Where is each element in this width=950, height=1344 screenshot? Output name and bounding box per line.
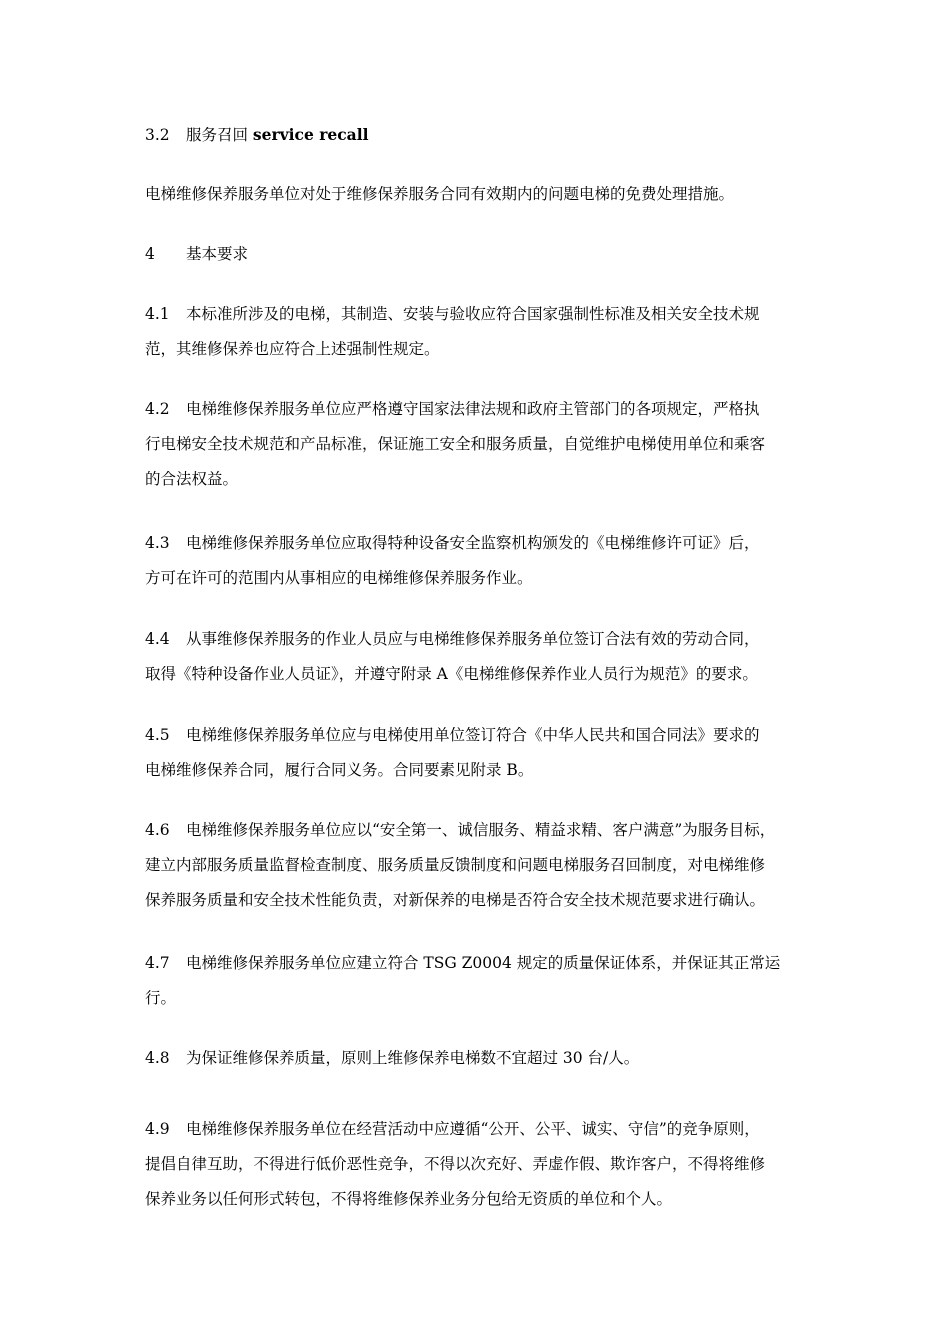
- clause-4-6: [145, 813, 813, 918]
- text-line: [145, 946, 813, 981]
- clause-text: 为保证维修保养质量，原则上维修保养电梯数不宜超过 30 台/人。: [185, 1049, 640, 1067]
- clause-number: 4.1: [145, 305, 170, 323]
- clause-number: 4.9: [145, 1120, 170, 1138]
- section-number: 3.2: [145, 126, 170, 144]
- text-line: [145, 1112, 813, 1147]
- clause-4-3: [145, 526, 813, 596]
- text-line: 行。: [145, 989, 177, 1007]
- text-line: 提倡自律互助，不得进行低价恶性竞争，不得以次充好、弄虚作假、欺诈客户，不得将维修: [145, 1155, 766, 1173]
- clause-text: 从事维修保养服务的作业人员应与电梯维修保养服务单位签订合法有效的劳动合同，: [185, 630, 760, 648]
- clause-text: 电梯维修保养服务单位在经营活动中应遵循“公开、公平、诚实、守信”的竞争原则，: [185, 1120, 760, 1138]
- clause-number: 4.3: [145, 534, 170, 552]
- text-line: [145, 813, 813, 848]
- clause-text: 电梯维修保养服务单位应建立符合 TSG Z0004 规定的质量保证体系，并保证其正常运: [185, 954, 781, 972]
- text-line: [145, 1041, 813, 1076]
- clause-text: 电梯维修保养服务单位应取得特种设备安全监察机构颁发的《电梯维修许可证》后，: [185, 534, 760, 552]
- clause-text: 电梯维修保养服务单位应以“安全第一、诚信服务、精益求精、客户满意”为服务目标，: [185, 821, 776, 839]
- section-3-2-heading: [145, 117, 813, 153]
- clause-4-2: [145, 392, 813, 497]
- text-line: 建立内部服务质量监督检查制度、服务质量反馈制度和问题电梯服务召回制度，对电梯维修: [145, 856, 766, 874]
- clause-number: 4.4: [145, 630, 170, 648]
- clause-4-5: [145, 718, 813, 788]
- section-number: 4: [145, 245, 155, 263]
- section-title: 服务召回: [185, 126, 253, 144]
- clause-4-7: [145, 946, 813, 1016]
- text-line: 保养服务质量和安全技术性能负责，对新保养的电梯是否符合安全技术规范要求进行确认。: [145, 891, 766, 909]
- text-line: 电梯维修保养合同，履行合同义务。合同要素见附录 B。: [145, 761, 534, 779]
- section-title: 基本要求: [185, 245, 248, 263]
- clause-number: 4.2: [145, 400, 170, 418]
- clause-4-8: [145, 1041, 813, 1076]
- text-line: [145, 526, 813, 561]
- section-3-2-definition: [145, 177, 813, 212]
- clause-4-4: [145, 622, 813, 692]
- clause-text: 电梯维修保养服务单位应与电梯使用单位签订符合《中华人民共和国合同法》要求的: [185, 726, 760, 744]
- text-line: 行电梯安全技术规范和产品标准，保证施工安全和服务质量，自觉维护电梯使用单位和乘客: [145, 435, 766, 453]
- text-line: 的合法权益。: [145, 470, 239, 488]
- clause-4-1: [145, 297, 813, 367]
- clause-4-9: [145, 1112, 813, 1217]
- text-line: 电梯维修保养服务单位对处于维修保养服务合同有效期内的问题电梯的免费处理措施。: [145, 185, 735, 203]
- text-line: [145, 718, 813, 753]
- text-line: [145, 237, 813, 272]
- clause-number: 4.7: [145, 954, 170, 972]
- text-line: 取得《特种设备作业人员证》，并遵守附录 A《电梯维修保养作业人员行为规范》的要求。: [145, 665, 758, 683]
- text-line: 范，其维修保养也应符合上述强制性规定。: [145, 340, 440, 358]
- text-line: [145, 117, 813, 153]
- clause-number: 4.6: [145, 821, 170, 839]
- text-line: [145, 297, 813, 332]
- clause-text: 本标准所涉及的电梯，其制造、安装与验收应符合国家强制性标准及相关安全技术规: [185, 305, 760, 323]
- clause-number: 4.5: [145, 726, 170, 744]
- text-line: 方可在许可的范围内从事相应的电梯维修保养服务作业。: [145, 569, 533, 587]
- clause-number: 4.8: [145, 1049, 170, 1067]
- text-line: 保养业务以任何形式转包，不得将维修保养业务分包给无资质的单位和个人。: [145, 1190, 673, 1208]
- section-4-heading: [145, 237, 813, 272]
- section-title-english: service recall: [252, 125, 369, 144]
- clause-text: 电梯维修保养服务单位应严格遵守国家法律法规和政府主管部门的各项规定，严格执: [185, 400, 760, 418]
- text-line: [145, 392, 813, 427]
- text-line: [145, 622, 813, 657]
